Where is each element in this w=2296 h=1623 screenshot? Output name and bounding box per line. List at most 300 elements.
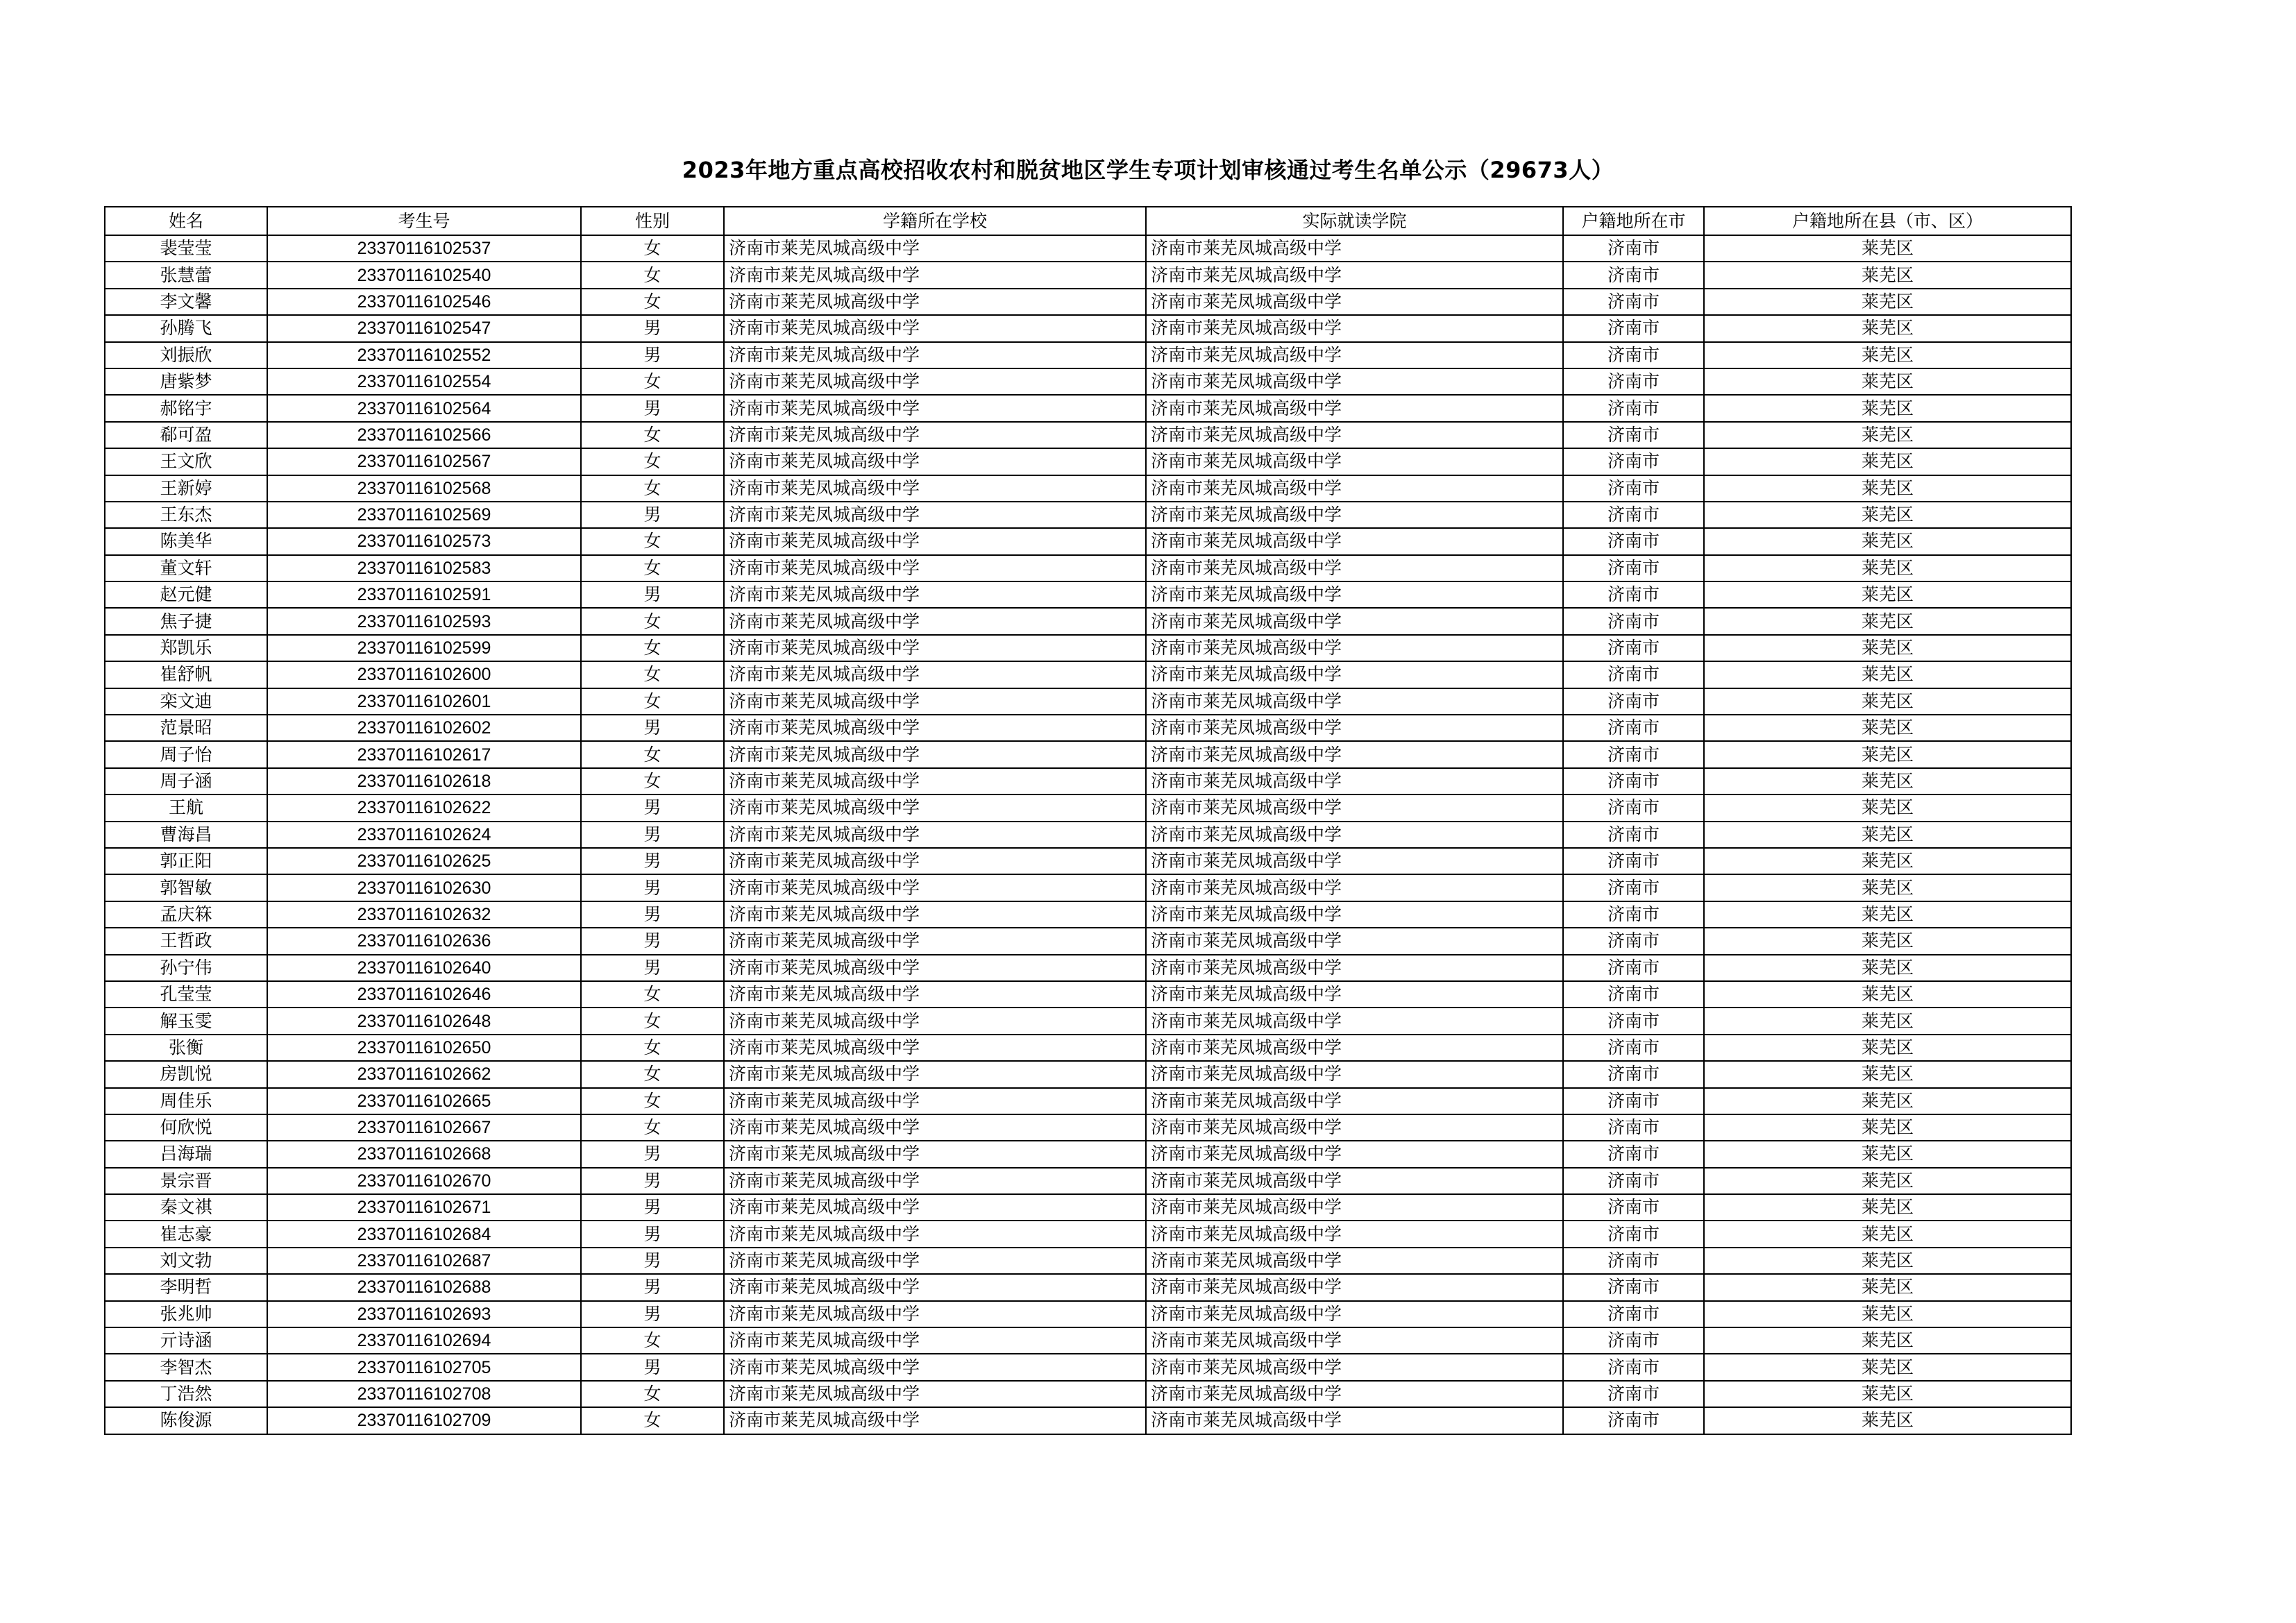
- cell-name: 董文轩: [105, 555, 267, 581]
- cell-household-county: 莱芜区: [1704, 1248, 2071, 1274]
- cell-gender: 男: [581, 1194, 724, 1221]
- cell-name: 王新婷: [105, 475, 267, 502]
- cell-registered-school: 济南市莱芜凤城高级中学: [724, 874, 1146, 901]
- cell-name: 吕海瑞: [105, 1141, 267, 1167]
- table-row: [105, 1381, 2071, 1407]
- cell-registered-school: 济南市莱芜凤城高级中学: [724, 635, 1146, 661]
- cell-exam-number: 23370116102670: [267, 1168, 581, 1194]
- cell-household-county: 莱芜区: [1704, 555, 2071, 581]
- cell-gender: 女: [581, 475, 724, 502]
- table-row: [105, 822, 2071, 848]
- cell-gender: 男: [581, 848, 724, 874]
- cell-household-county: 莱芜区: [1704, 1035, 2071, 1061]
- cell-gender: 女: [581, 608, 724, 634]
- cell-exam-number: 23370116102567: [267, 448, 581, 475]
- header-exam-number: 考生号: [267, 207, 581, 235]
- cell-household-county: 莱芜区: [1704, 289, 2071, 315]
- cell-actual-school: 济南市莱芜凤城高级中学: [1146, 448, 1563, 475]
- table-row: [105, 581, 2071, 608]
- cell-household-county: 莱芜区: [1704, 822, 2071, 848]
- table-row: [105, 1035, 2071, 1061]
- cell-registered-school: 济南市莱芜凤城高级中学: [724, 422, 1146, 448]
- cell-gender: 女: [581, 768, 724, 794]
- cell-registered-school: 济南市莱芜凤城高级中学: [724, 901, 1146, 928]
- cell-name: 解玉雯: [105, 1008, 267, 1034]
- cell-registered-school: 济南市莱芜凤城高级中学: [724, 395, 1146, 421]
- cell-exam-number: 23370116102671: [267, 1194, 581, 1221]
- cell-registered-school: 济南市莱芜凤城高级中学: [724, 528, 1146, 554]
- cell-gender: 男: [581, 1221, 724, 1247]
- cell-exam-number: 23370116102583: [267, 555, 581, 581]
- cell-household-city: 济南市: [1563, 794, 1704, 821]
- cell-gender: 男: [581, 955, 724, 981]
- cell-household-county: 莱芜区: [1704, 1221, 2071, 1247]
- cell-actual-school: 济南市莱芜凤城高级中学: [1146, 1114, 1563, 1141]
- cell-exam-number: 23370116102684: [267, 1221, 581, 1247]
- cell-name: 赵元健: [105, 581, 267, 608]
- table-row: [105, 874, 2071, 901]
- cell-household-county: 莱芜区: [1704, 1141, 2071, 1167]
- cell-actual-school: 济南市莱芜凤城高级中学: [1146, 1248, 1563, 1274]
- cell-household-county: 莱芜区: [1704, 874, 2071, 901]
- table-row: [105, 475, 2071, 502]
- cell-household-city: 济南市: [1563, 901, 1704, 928]
- cell-household-county: 莱芜区: [1704, 475, 2071, 502]
- cell-registered-school: 济南市莱芜凤城高级中学: [724, 1354, 1146, 1380]
- cell-exam-number: 23370116102569: [267, 502, 581, 528]
- cell-gender: 女: [581, 635, 724, 661]
- table-header-row: [105, 207, 2071, 235]
- cell-gender: 女: [581, 1088, 724, 1114]
- cell-gender: 女: [581, 1327, 724, 1354]
- cell-household-city: 济南市: [1563, 1168, 1704, 1194]
- cell-household-city: 济南市: [1563, 368, 1704, 395]
- cell-name: 景宗晋: [105, 1168, 267, 1194]
- cell-actual-school: 济南市莱芜凤城高级中学: [1146, 741, 1563, 767]
- cell-gender: 男: [581, 395, 724, 421]
- table-row: [105, 848, 2071, 874]
- cell-registered-school: 济南市莱芜凤城高级中学: [724, 1274, 1146, 1300]
- cell-household-county: 莱芜区: [1704, 448, 2071, 475]
- cell-household-city: 济南市: [1563, 235, 1704, 262]
- cell-household-city: 济南市: [1563, 1248, 1704, 1274]
- cell-exam-number: 23370116102693: [267, 1301, 581, 1327]
- table-row: [105, 901, 2071, 928]
- cell-actual-school: 济南市莱芜凤城高级中学: [1146, 1407, 1563, 1434]
- cell-exam-number: 23370116102593: [267, 608, 581, 634]
- cell-name: 周佳乐: [105, 1088, 267, 1114]
- cell-registered-school: 济南市莱芜凤城高级中学: [724, 661, 1146, 688]
- cell-actual-school: 济南市莱芜凤城高级中学: [1146, 422, 1563, 448]
- cell-household-county: 莱芜区: [1704, 528, 2071, 554]
- cell-household-county: 莱芜区: [1704, 1194, 2071, 1221]
- table-body: [105, 235, 2071, 1434]
- cell-gender: 男: [581, 342, 724, 368]
- cell-registered-school: 济南市莱芜凤城高级中学: [724, 1008, 1146, 1034]
- cell-name: 陈俊源: [105, 1407, 267, 1434]
- cell-registered-school: 济南市莱芜凤城高级中学: [724, 1088, 1146, 1114]
- cell-household-county: 莱芜区: [1704, 981, 2071, 1008]
- cell-name: 范景昭: [105, 715, 267, 741]
- cell-household-city: 济南市: [1563, 1114, 1704, 1141]
- cell-actual-school: 济南市莱芜凤城高级中学: [1146, 688, 1563, 715]
- cell-household-city: 济南市: [1563, 1035, 1704, 1061]
- cell-gender: 女: [581, 555, 724, 581]
- cell-actual-school: 济南市莱芜凤城高级中学: [1146, 1008, 1563, 1034]
- cell-household-county: 莱芜区: [1704, 955, 2071, 981]
- cell-gender: 女: [581, 235, 724, 262]
- cell-gender: 女: [581, 1114, 724, 1141]
- cell-registered-school: 济南市莱芜凤城高级中学: [724, 555, 1146, 581]
- cell-registered-school: 济南市莱芜凤城高级中学: [724, 235, 1146, 262]
- cell-registered-school: 济南市莱芜凤城高级中学: [724, 741, 1146, 767]
- cell-household-city: 济南市: [1563, 848, 1704, 874]
- cell-actual-school: 济南市莱芜凤城高级中学: [1146, 262, 1563, 288]
- cell-name: 孙腾飞: [105, 315, 267, 341]
- table-row: [105, 368, 2071, 395]
- table-row: [105, 448, 2071, 475]
- table-row: [105, 1407, 2071, 1434]
- cell-household-city: 济南市: [1563, 715, 1704, 741]
- cell-registered-school: 济南市莱芜凤城高级中学: [724, 475, 1146, 502]
- cell-household-county: 莱芜区: [1704, 848, 2071, 874]
- cell-registered-school: 济南市莱芜凤城高级中学: [724, 848, 1146, 874]
- cell-name: 刘振欣: [105, 342, 267, 368]
- cell-actual-school: 济南市莱芜凤城高级中学: [1146, 822, 1563, 848]
- cell-exam-number: 23370116102573: [267, 528, 581, 554]
- cell-household-city: 济南市: [1563, 422, 1704, 448]
- cell-exam-number: 23370116102546: [267, 289, 581, 315]
- cell-actual-school: 济南市莱芜凤城高级中学: [1146, 874, 1563, 901]
- cell-exam-number: 23370116102625: [267, 848, 581, 874]
- cell-household-city: 济南市: [1563, 1327, 1704, 1354]
- cell-exam-number: 23370116102602: [267, 715, 581, 741]
- table-row: [105, 528, 2071, 554]
- cell-exam-number: 23370116102646: [267, 981, 581, 1008]
- cell-gender: 女: [581, 1381, 724, 1407]
- cell-gender: 男: [581, 822, 724, 848]
- cell-name: 郗可盈: [105, 422, 267, 448]
- table-row: [105, 262, 2071, 288]
- cell-household-city: 济南市: [1563, 1061, 1704, 1087]
- cell-gender: 女: [581, 688, 724, 715]
- cell-name: 亓诗涵: [105, 1327, 267, 1354]
- cell-household-city: 济南市: [1563, 1301, 1704, 1327]
- cell-household-county: 莱芜区: [1704, 1088, 2071, 1114]
- cell-gender: 男: [581, 1274, 724, 1300]
- table-row: [105, 768, 2071, 794]
- cell-exam-number: 23370116102622: [267, 794, 581, 821]
- cell-actual-school: 济南市莱芜凤城高级中学: [1146, 1327, 1563, 1354]
- cell-registered-school: 济南市莱芜凤城高级中学: [724, 262, 1146, 288]
- cell-household-county: 莱芜区: [1704, 688, 2071, 715]
- cell-name: 郑凯乐: [105, 635, 267, 661]
- table-row: [105, 1327, 2071, 1354]
- cell-household-city: 济南市: [1563, 262, 1704, 288]
- cell-gender: 女: [581, 661, 724, 688]
- cell-actual-school: 济南市莱芜凤城高级中学: [1146, 901, 1563, 928]
- cell-gender: 女: [581, 262, 724, 288]
- cell-registered-school: 济南市莱芜凤城高级中学: [724, 955, 1146, 981]
- table-row: [105, 1354, 2071, 1380]
- cell-name: 王文欣: [105, 448, 267, 475]
- cell-actual-school: 济南市莱芜凤城高级中学: [1146, 1141, 1563, 1167]
- table-row: [105, 342, 2071, 368]
- cell-name: 崔舒帆: [105, 661, 267, 688]
- cell-exam-number: 23370116102617: [267, 741, 581, 767]
- cell-actual-school: 济南市莱芜凤城高级中学: [1146, 661, 1563, 688]
- cell-household-county: 莱芜区: [1704, 1168, 2071, 1194]
- cell-gender: 男: [581, 715, 724, 741]
- cell-household-county: 莱芜区: [1704, 315, 2071, 341]
- cell-registered-school: 济南市莱芜凤城高级中学: [724, 1301, 1146, 1327]
- cell-name: 焦子捷: [105, 608, 267, 634]
- cell-actual-school: 济南市莱芜凤城高级中学: [1146, 794, 1563, 821]
- table-row: [105, 1248, 2071, 1274]
- cell-registered-school: 济南市莱芜凤城高级中学: [724, 981, 1146, 1008]
- cell-exam-number: 23370116102537: [267, 235, 581, 262]
- table-row: [105, 315, 2071, 341]
- cell-exam-number: 23370116102632: [267, 901, 581, 928]
- table-row: [105, 1141, 2071, 1167]
- cell-household-city: 济南市: [1563, 581, 1704, 608]
- table-row: [105, 555, 2071, 581]
- cell-exam-number: 23370116102688: [267, 1274, 581, 1300]
- cell-actual-school: 济南市莱芜凤城高级中学: [1146, 1381, 1563, 1407]
- cell-household-city: 济南市: [1563, 768, 1704, 794]
- cell-name: 孟庆箖: [105, 901, 267, 928]
- cell-name: 李明哲: [105, 1274, 267, 1300]
- cell-name: 曹海昌: [105, 822, 267, 848]
- cell-gender: 女: [581, 528, 724, 554]
- cell-household-county: 莱芜区: [1704, 741, 2071, 767]
- cell-actual-school: 济南市莱芜凤城高级中学: [1146, 1088, 1563, 1114]
- table-row: [105, 608, 2071, 634]
- cell-household-county: 莱芜区: [1704, 1354, 2071, 1380]
- cell-name: 孔莹莹: [105, 981, 267, 1008]
- cell-name: 王航: [105, 794, 267, 821]
- cell-actual-school: 济南市莱芜凤城高级中学: [1146, 1035, 1563, 1061]
- cell-household-county: 莱芜区: [1704, 1407, 2071, 1434]
- cell-actual-school: 济南市莱芜凤城高级中学: [1146, 635, 1563, 661]
- cell-exam-number: 23370116102568: [267, 475, 581, 502]
- cell-gender: 女: [581, 981, 724, 1008]
- cell-exam-number: 23370116102650: [267, 1035, 581, 1061]
- cell-gender: 女: [581, 448, 724, 475]
- cell-exam-number: 23370116102601: [267, 688, 581, 715]
- cell-registered-school: 济南市莱芜凤城高级中学: [724, 608, 1146, 634]
- cell-name: 刘文勃: [105, 1248, 267, 1274]
- cell-exam-number: 23370116102600: [267, 661, 581, 688]
- cell-household-city: 济南市: [1563, 1221, 1704, 1247]
- cell-gender: 男: [581, 1248, 724, 1274]
- cell-exam-number: 23370116102618: [267, 768, 581, 794]
- cell-actual-school: 济南市莱芜凤城高级中学: [1146, 555, 1563, 581]
- table-row: [105, 635, 2071, 661]
- cell-household-city: 济南市: [1563, 1407, 1704, 1434]
- cell-actual-school: 济南市莱芜凤城高级中学: [1146, 475, 1563, 502]
- cell-registered-school: 济南市莱芜凤城高级中学: [724, 822, 1146, 848]
- cell-exam-number: 23370116102566: [267, 422, 581, 448]
- cell-household-county: 莱芜区: [1704, 395, 2071, 421]
- cell-gender: 男: [581, 874, 724, 901]
- cell-household-city: 济南市: [1563, 1381, 1704, 1407]
- table-row: [105, 661, 2071, 688]
- cell-actual-school: 济南市莱芜凤城高级中学: [1146, 315, 1563, 341]
- cell-actual-school: 济南市莱芜凤城高级中学: [1146, 955, 1563, 981]
- cell-actual-school: 济南市莱芜凤城高级中学: [1146, 528, 1563, 554]
- cell-household-city: 济南市: [1563, 528, 1704, 554]
- table-row: [105, 289, 2071, 315]
- table-row: [105, 502, 2071, 528]
- cell-household-city: 济南市: [1563, 289, 1704, 315]
- cell-household-city: 济南市: [1563, 1354, 1704, 1380]
- cell-household-city: 济南市: [1563, 1274, 1704, 1300]
- document-title: 2023年地方重点高校招收农村和脱贫地区学生专项计划审核通过考生名单公示（29673人）: [682, 157, 1614, 183]
- table-row: [105, 1301, 2071, 1327]
- cell-household-city: 济南市: [1563, 342, 1704, 368]
- cell-actual-school: 济南市莱芜凤城高级中学: [1146, 1354, 1563, 1380]
- cell-name: 何欣悦: [105, 1114, 267, 1141]
- cell-actual-school: 济南市莱芜凤城高级中学: [1146, 981, 1563, 1008]
- cell-gender: 男: [581, 581, 724, 608]
- cell-registered-school: 济南市莱芜凤城高级中学: [724, 1141, 1146, 1167]
- cell-registered-school: 济南市莱芜凤城高级中学: [724, 1168, 1146, 1194]
- cell-household-city: 济南市: [1563, 1194, 1704, 1221]
- cell-household-county: 莱芜区: [1704, 794, 2071, 821]
- table-row: [105, 741, 2071, 767]
- cell-registered-school: 济南市莱芜凤城高级中学: [724, 1114, 1146, 1141]
- cell-exam-number: 23370116102630: [267, 874, 581, 901]
- cell-registered-school: 济南市莱芜凤城高级中学: [724, 368, 1146, 395]
- cell-household-county: 莱芜区: [1704, 342, 2071, 368]
- cell-actual-school: 济南市莱芜凤城高级中学: [1146, 608, 1563, 634]
- cell-registered-school: 济南市莱芜凤城高级中学: [724, 768, 1146, 794]
- cell-gender: 女: [581, 1035, 724, 1061]
- cell-gender: 女: [581, 289, 724, 315]
- cell-name: 周子怡: [105, 741, 267, 767]
- cell-actual-school: 济南市莱芜凤城高级中学: [1146, 342, 1563, 368]
- cell-name: 王东杰: [105, 502, 267, 528]
- cell-name: 张兆帅: [105, 1301, 267, 1327]
- cell-actual-school: 济南市莱芜凤城高级中学: [1146, 1061, 1563, 1087]
- table-row: [105, 715, 2071, 741]
- cell-household-county: 莱芜区: [1704, 768, 2071, 794]
- cell-gender: 男: [581, 502, 724, 528]
- cell-registered-school: 济南市莱芜凤城高级中学: [724, 289, 1146, 315]
- cell-household-county: 莱芜区: [1704, 502, 2071, 528]
- cell-registered-school: 济南市莱芜凤城高级中学: [724, 1327, 1146, 1354]
- cell-actual-school: 济南市莱芜凤城高级中学: [1146, 395, 1563, 421]
- cell-registered-school: 济南市莱芜凤城高级中学: [724, 1407, 1146, 1434]
- cell-gender: 女: [581, 1407, 724, 1434]
- table-row: [105, 1061, 2071, 1087]
- cell-exam-number: 23370116102640: [267, 955, 581, 981]
- cell-household-city: 济南市: [1563, 635, 1704, 661]
- cell-gender: 女: [581, 1061, 724, 1087]
- cell-household-county: 莱芜区: [1704, 608, 2071, 634]
- table-row: [105, 395, 2071, 421]
- cell-exam-number: 23370116102708: [267, 1381, 581, 1407]
- cell-registered-school: 济南市莱芜凤城高级中学: [724, 1061, 1146, 1087]
- table-row: [105, 928, 2071, 954]
- cell-household-city: 济南市: [1563, 688, 1704, 715]
- cell-gender: 男: [581, 315, 724, 341]
- cell-gender: 男: [581, 1168, 724, 1194]
- cell-name: 张慧蕾: [105, 262, 267, 288]
- cell-name: 孙宁伟: [105, 955, 267, 981]
- cell-household-city: 济南市: [1563, 661, 1704, 688]
- cell-household-city: 济南市: [1563, 502, 1704, 528]
- cell-actual-school: 济南市莱芜凤城高级中学: [1146, 1274, 1563, 1300]
- cell-actual-school: 济南市莱芜凤城高级中学: [1146, 368, 1563, 395]
- cell-exam-number: 23370116102709: [267, 1407, 581, 1434]
- cell-household-city: 济南市: [1563, 955, 1704, 981]
- table-row: [105, 1168, 2071, 1194]
- cell-name: 崔志豪: [105, 1221, 267, 1247]
- cell-actual-school: 济南市莱芜凤城高级中学: [1146, 1301, 1563, 1327]
- cell-registered-school: 济南市莱芜凤城高级中学: [724, 581, 1146, 608]
- cell-exam-number: 23370116102540: [267, 262, 581, 288]
- cell-household-city: 济南市: [1563, 741, 1704, 767]
- cell-name: 唐紫梦: [105, 368, 267, 395]
- table-row: [105, 1221, 2071, 1247]
- cell-registered-school: 济南市莱芜凤城高级中学: [724, 342, 1146, 368]
- header-household-city: 户籍地所在市: [1563, 207, 1704, 235]
- cell-household-county: 莱芜区: [1704, 235, 2071, 262]
- cell-name: 王哲政: [105, 928, 267, 954]
- table-row: [105, 955, 2071, 981]
- cell-exam-number: 23370116102648: [267, 1008, 581, 1034]
- cell-exam-number: 23370116102687: [267, 1248, 581, 1274]
- cell-actual-school: 济南市莱芜凤城高级中学: [1146, 235, 1563, 262]
- cell-exam-number: 23370116102624: [267, 822, 581, 848]
- table-row: [105, 1274, 2071, 1300]
- cell-household-city: 济南市: [1563, 928, 1704, 954]
- table-row: [105, 688, 2071, 715]
- cell-name: 郭正阳: [105, 848, 267, 874]
- cell-household-city: 济南市: [1563, 555, 1704, 581]
- table-row: [105, 794, 2071, 821]
- cell-actual-school: 济南市莱芜凤城高级中学: [1146, 928, 1563, 954]
- cell-exam-number: 23370116102668: [267, 1141, 581, 1167]
- cell-name: 陈美华: [105, 528, 267, 554]
- cell-registered-school: 济南市莱芜凤城高级中学: [724, 502, 1146, 528]
- cell-household-city: 济南市: [1563, 1008, 1704, 1034]
- cell-exam-number: 23370116102552: [267, 342, 581, 368]
- cell-exam-number: 23370116102636: [267, 928, 581, 954]
- cell-household-county: 莱芜区: [1704, 928, 2071, 954]
- cell-exam-number: 23370116102667: [267, 1114, 581, 1141]
- cell-household-city: 济南市: [1563, 874, 1704, 901]
- cell-name: 栾文迪: [105, 688, 267, 715]
- cell-registered-school: 济南市莱芜凤城高级中学: [724, 928, 1146, 954]
- cell-household-city: 济南市: [1563, 475, 1704, 502]
- cell-name: 李智杰: [105, 1354, 267, 1380]
- cell-gender: 男: [581, 794, 724, 821]
- cell-registered-school: 济南市莱芜凤城高级中学: [724, 1221, 1146, 1247]
- cell-household-county: 莱芜区: [1704, 1327, 2071, 1354]
- header-name: 姓名: [105, 207, 267, 235]
- cell-name: 秦文祺: [105, 1194, 267, 1221]
- cell-gender: 男: [581, 1301, 724, 1327]
- cell-exam-number: 23370116102547: [267, 315, 581, 341]
- header-registered-school: 学籍所在学校: [724, 207, 1146, 235]
- cell-actual-school: 济南市莱芜凤城高级中学: [1146, 502, 1563, 528]
- table-row: [105, 981, 2071, 1008]
- cell-household-county: 莱芜区: [1704, 422, 2071, 448]
- cell-actual-school: 济南市莱芜凤城高级中学: [1146, 289, 1563, 315]
